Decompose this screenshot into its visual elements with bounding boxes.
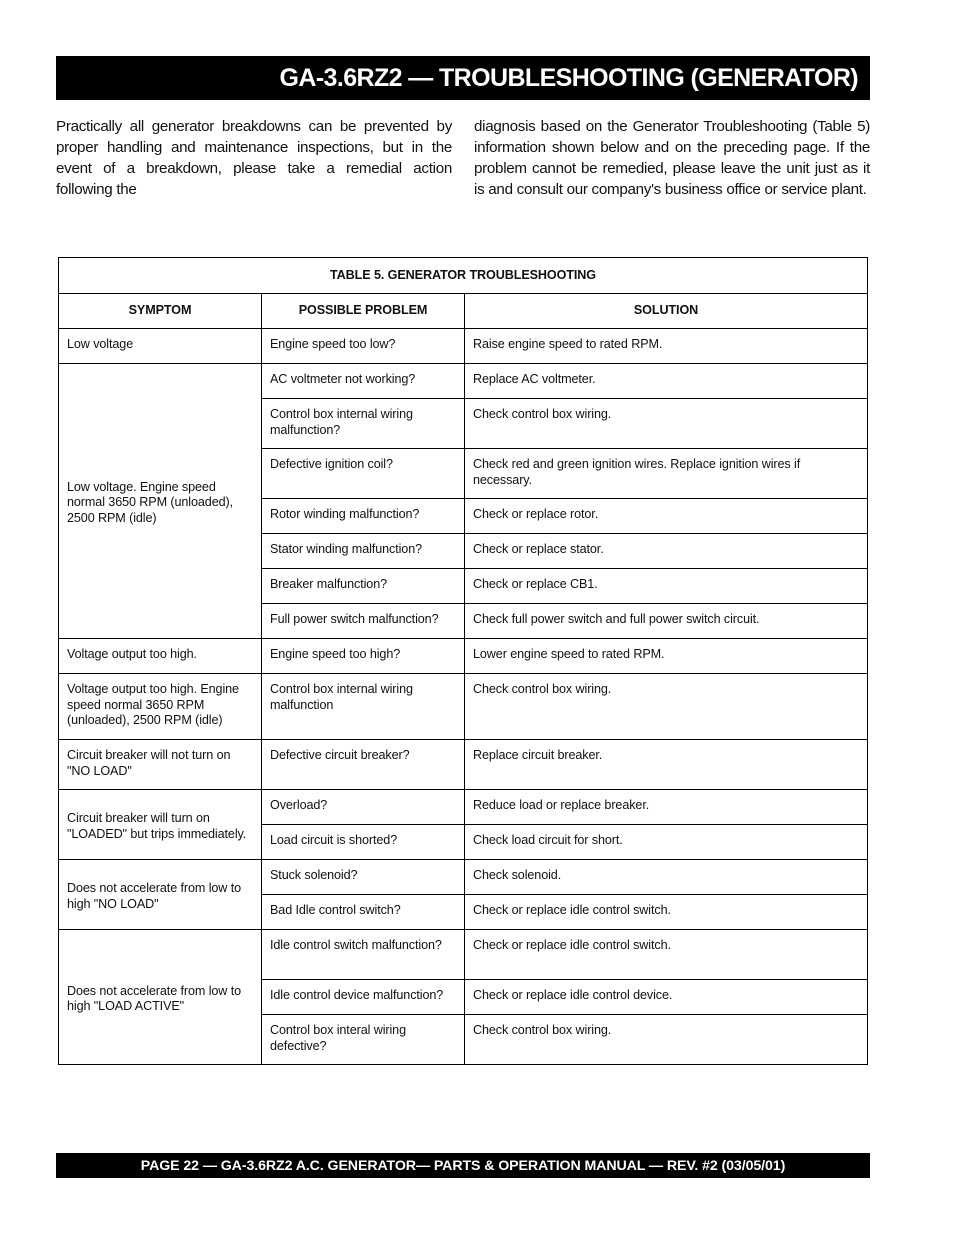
problem-cell: Defective ignition coil? xyxy=(262,449,465,499)
page-title: GA-3.6RZ2 — TROUBLESHOOTING (GENERATOR) xyxy=(279,63,858,92)
solution-cell: Check control box wiring. xyxy=(465,674,868,740)
footer-text: PAGE 22 — GA-3.6RZ2 A.C. GENERATOR— PARTS & OPERATION MANUAL — REV. #2 (03/05/01) xyxy=(140,1157,786,1174)
table-row xyxy=(59,639,868,674)
problem-cell: Bad Idle control switch? xyxy=(262,895,465,930)
problem-cell: Control box internal wiring malfunction? xyxy=(262,399,465,449)
problem-cell: Engine speed too low? xyxy=(262,329,465,364)
problem-cell: Idle control device malfunction? xyxy=(262,980,465,1015)
problem-cell: Full power switch malfunction? xyxy=(262,604,465,639)
problem-cell: Stator winding malfunction? xyxy=(262,534,465,569)
problem-cell: Control box interal wiring defective? xyxy=(262,1015,465,1065)
solution-cell: Check or replace stator. xyxy=(465,534,868,569)
problem-cell: Engine speed too high? xyxy=(262,639,465,674)
solution-cell: Check control box wiring. xyxy=(465,1015,868,1065)
table-row xyxy=(59,674,868,740)
table-row xyxy=(59,930,868,980)
table-caption-row xyxy=(59,258,868,294)
problem-cell: AC voltmeter not working? xyxy=(262,364,465,399)
solution-cell: Replace circuit breaker. xyxy=(465,740,868,790)
solution-cell: Check or replace idle control switch. xyxy=(465,895,868,930)
solution-cell: Replace AC voltmeter. xyxy=(465,364,868,399)
solution-cell: Check solenoid. xyxy=(465,860,868,895)
symptom-cell: Low voltage. Engine speed normal 3650 RPM (unloaded), 2500 RPM (idle) xyxy=(59,364,262,639)
problem-cell: Overload? xyxy=(262,790,465,825)
symptom-cell: Voltage output too high. Engine speed normal 3650 RPM (unloaded), 2500 RPM (idle) xyxy=(59,674,262,740)
symptom-cell: Circuit breaker will turn on "LOADED" but trips immediately. xyxy=(59,790,262,860)
solution-cell: Check full power switch and full power switch circuit. xyxy=(465,604,868,639)
symptom-cell: Circuit breaker will not turn on "NO LOAD" xyxy=(59,740,262,790)
table-row xyxy=(59,790,868,825)
solution-cell: Raise engine speed to rated RPM. xyxy=(465,329,868,364)
solution-cell: Check or replace idle control switch. xyxy=(465,930,868,980)
problem-cell: Defective circuit breaker? xyxy=(262,740,465,790)
solution-cell: Check red and green ignition wires. Replace ignition wires if necessary. xyxy=(465,449,868,499)
table-row xyxy=(59,860,868,895)
troubleshooting-table xyxy=(58,257,868,1065)
table-row xyxy=(59,740,868,790)
column-header-symptom: SYMPTOM xyxy=(59,294,262,329)
problem-cell: Stuck solenoid? xyxy=(262,860,465,895)
table-caption: TABLE 5. GENERATOR TROUBLESHOOTING xyxy=(59,258,868,294)
table-row xyxy=(59,364,868,399)
intro-left-paragraph: Practically all generator breakdowns can be prevented by proper handling and maintenance inspections, but in the event of a breakdown, please take a remedial action following the xyxy=(56,118,452,198)
column-header-possible-problem: POSSIBLE PROBLEM xyxy=(262,294,465,329)
table-header-row xyxy=(59,294,868,329)
column-header-solution: SOLUTION xyxy=(465,294,868,329)
symptom-cell: Does not accelerate from low to high "NO LOAD" xyxy=(59,860,262,930)
troubleshooting-table-container xyxy=(58,257,867,1065)
intro-right-paragraph: diagnosis based on the Generator Troubleshooting (Table 5) information shown below and on the preceding page. If the problem cannot be remedied, please leave the unit just as it is and consult our company's business office or service plant. xyxy=(474,118,870,198)
problem-cell: Control box internal wiring malfunction xyxy=(262,674,465,740)
solution-cell: Check or replace idle control device. xyxy=(465,980,868,1015)
problem-cell: Breaker malfunction? xyxy=(262,569,465,604)
solution-cell: Reduce load or replace breaker. xyxy=(465,790,868,825)
symptom-cell: Does not accelerate from low to high "LOAD ACTIVE" xyxy=(59,930,262,1065)
problem-cell: Rotor winding malfunction? xyxy=(262,499,465,534)
table-row xyxy=(59,329,868,364)
solution-cell: Check or replace CB1. xyxy=(465,569,868,604)
solution-cell: Check or replace rotor. xyxy=(465,499,868,534)
solution-cell: Check control box wiring. xyxy=(465,399,868,449)
solution-cell: Lower engine speed to rated RPM. xyxy=(465,639,868,674)
symptom-cell: Voltage output too high. xyxy=(59,639,262,674)
title-bar xyxy=(56,56,870,100)
intro-section xyxy=(56,116,870,200)
solution-cell: Check load circuit for short. xyxy=(465,825,868,860)
footer-bar xyxy=(56,1153,870,1178)
problem-cell: Idle control switch malfunction? xyxy=(262,930,465,980)
problem-cell: Load circuit is shorted? xyxy=(262,825,465,860)
symptom-cell: Low voltage xyxy=(59,329,262,364)
